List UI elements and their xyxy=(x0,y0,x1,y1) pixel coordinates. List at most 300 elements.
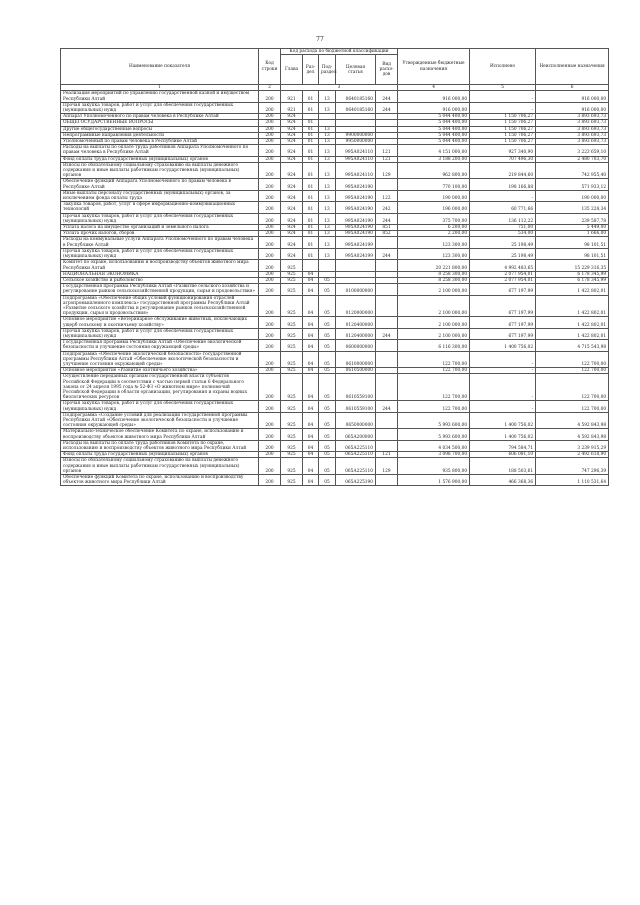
cell-u: 122 700,00 xyxy=(536,351,609,368)
header-num-3: 3 xyxy=(281,85,398,91)
cell-name: Уплата налога на имущество организаций и земельного налога xyxy=(61,225,259,231)
cell-e: 677 197,99 xyxy=(470,317,536,328)
cell-a: 190 000,00 xyxy=(398,190,470,201)
cell-a: 6 116 300,00 xyxy=(398,340,470,351)
header-line-code: Код строки xyxy=(259,49,281,85)
cell-v: 129 xyxy=(376,458,398,475)
cell-e: 25 198,49 xyxy=(470,237,536,248)
cell-r: 01 xyxy=(303,132,319,138)
cell-code: 200 xyxy=(259,458,281,475)
cell-code: 200 xyxy=(259,277,281,283)
cell-name: Материально-техническое обеспечение Комитета по охране, использованию и воспроизводству объектов животного мира Республики Алтай xyxy=(61,429,259,440)
header-name: Наименование показателя xyxy=(61,49,259,85)
cell-e: 466 368,36 xyxy=(470,475,536,486)
cell-v xyxy=(376,429,398,440)
cell-v: 242 xyxy=(376,202,398,213)
cell-g: 921 xyxy=(281,102,303,113)
cell-r: 04 xyxy=(303,401,319,412)
cell-r xyxy=(303,260,319,271)
cell-r: 01 xyxy=(303,179,319,190)
cell-name: Подпрограмма «Обеспечение общих условий функционирования отраслей агропромышленного комплекса» государственной программы Республики Алтай «Развитие сельского хозяйства и регулирование рынков сельскохозяйственной продукции, сырья и продовольствия» xyxy=(61,295,259,317)
cell-r: 04 xyxy=(303,412,319,429)
cell-cs: 0610500000 xyxy=(336,368,376,374)
cell-p: 05 xyxy=(319,368,336,374)
cell-v xyxy=(376,179,398,190)
cell-e: 677 197,99 xyxy=(470,328,536,339)
cell-cs: 995А024190 xyxy=(336,231,376,237)
cell-code: 200 xyxy=(259,91,281,102)
cell-cs: 0120400000 xyxy=(336,328,376,339)
cell-cs: 9950000000 xyxy=(336,139,376,145)
cell-v: 244 xyxy=(376,328,398,339)
cell-name: Прочая закупка товаров, работ и услуг для обеспечения государственных (муниципальных) нужд xyxy=(61,102,259,113)
cell-a: 122 700,00 xyxy=(398,401,470,412)
cell-r: 01 xyxy=(303,162,319,179)
cell-name: Взносы по обязательному социальному страхованию на выплаты денежного содержания и иные выплаты работникам государственных (муниципальных) органов xyxy=(61,458,259,475)
cell-code: 200 xyxy=(259,120,281,126)
cell-a: 2 200,00 xyxy=(398,231,470,237)
cell-p: 13 xyxy=(319,162,336,179)
cell-e: 136 112,22 xyxy=(470,213,536,224)
cell-g: 925 xyxy=(281,368,303,374)
cell-g: 924 xyxy=(281,114,303,120)
cell-code: 200 xyxy=(259,156,281,162)
cell-name: Обеспечение функций Комитета по охране, использованию и воспроизводству объектов животного мира Республики Алтай xyxy=(61,475,259,486)
cell-v: 244 xyxy=(376,91,398,102)
cell-u: 98 101,51 xyxy=(536,237,609,248)
cell-name: Подпрограмма «Обеспечение экологической безопасности» государственной программы Республики Алтай «Обеспечение экологической безопасности и улучшение состояния окружающей среды» xyxy=(61,351,259,368)
cell-u: 1 422 802,01 xyxy=(536,328,609,339)
cell-u: 3 893 693,73 xyxy=(536,139,609,145)
cell-a: 962 800,00 xyxy=(398,162,470,179)
table-row xyxy=(61,179,609,190)
cell-p: 05 xyxy=(319,284,336,295)
cell-r: 01 xyxy=(303,248,319,259)
cell-p: 05 xyxy=(319,295,336,317)
cell-p: 05 xyxy=(319,277,336,283)
cell-e: 927 340,90 xyxy=(470,145,536,156)
cell-cs: 0640185160 xyxy=(336,91,376,102)
cell-a: 3 188 200,00 xyxy=(398,156,470,162)
cell-name: Фонд оплаты труда государственных (муниципальных) органов xyxy=(61,156,259,162)
cell-e: - xyxy=(470,102,536,113)
cell-v: 244 xyxy=(376,102,398,113)
cell-code: 200 xyxy=(259,260,281,271)
cell-name: Иные выплаты персоналу государственных (муниципальных) органов, за исключением фонда оплаты труда xyxy=(61,190,259,201)
cell-r: 04 xyxy=(303,429,319,440)
cell-v: 851 xyxy=(376,225,398,231)
cell-u: 122 700,00 xyxy=(536,374,609,401)
cell-e: 60 771,66 xyxy=(470,202,536,213)
cell-code: 200 xyxy=(259,231,281,237)
cell-u: 122 700,00 xyxy=(536,401,609,412)
cell-g: 925 xyxy=(281,452,303,458)
cell-a: 2 100 000,00 xyxy=(398,284,470,295)
cell-g: 924 xyxy=(281,225,303,231)
table-row xyxy=(61,401,609,412)
table-row xyxy=(61,317,609,328)
cell-u: 135 228,34 xyxy=(536,202,609,213)
header-vid: Вид расхо-дов xyxy=(376,55,398,85)
cell-u: 122 700,00 xyxy=(536,368,609,374)
cell-r: 04 xyxy=(303,271,319,277)
cell-r: 01 xyxy=(303,126,319,132)
cell-v: 852 xyxy=(376,231,398,237)
header-unexecuted: Неисполненные назначения xyxy=(536,49,609,85)
cell-r: 04 xyxy=(303,295,319,317)
cell-a: 6 200,00 xyxy=(398,225,470,231)
table-row xyxy=(61,328,609,339)
cell-e: 707 496,30 xyxy=(470,156,536,162)
cell-g: 924 xyxy=(281,237,303,248)
cell-e: 2 077 954,01 xyxy=(470,277,536,283)
cell-g: 925 xyxy=(281,440,303,451)
cell-a: 122 700,00 xyxy=(398,368,470,374)
cell-p: 05 xyxy=(319,440,336,451)
cell-code: 200 xyxy=(259,317,281,328)
cell-g: 921 xyxy=(281,91,303,102)
table-row xyxy=(61,145,609,156)
cell-p: 05 xyxy=(319,401,336,412)
cell-code: 200 xyxy=(259,132,281,138)
table-row xyxy=(61,202,609,213)
cell-name: Обеспечение функций Аппарата Уполномоченного по правам человека в Республике Алтай xyxy=(61,179,259,190)
cell-g: 924 xyxy=(281,145,303,156)
cell-p: 13 xyxy=(319,231,336,237)
cell-code: 200 xyxy=(259,248,281,259)
cell-p: 13 xyxy=(319,202,336,213)
cell-e: 1 150 706,27 xyxy=(470,132,536,138)
cell-u: 4 715 543,98 xyxy=(536,340,609,351)
cell-v xyxy=(376,295,398,317)
cell-p: 05 xyxy=(319,340,336,351)
cell-v xyxy=(376,440,398,451)
cell-a: 123 300,00 xyxy=(398,248,470,259)
cell-a: 4 151 000,00 xyxy=(398,145,470,156)
header-budget-class: Код расхода по бюджетной классификации xyxy=(281,49,398,55)
cell-g: 925 xyxy=(281,271,303,277)
header-num-4: 4 xyxy=(398,85,470,91)
cell-g: 925 xyxy=(281,475,303,486)
cell-p: 13 xyxy=(319,225,336,231)
cell-v: 121 xyxy=(376,145,398,156)
cell-g: 925 xyxy=(281,340,303,351)
cell-g: 924 xyxy=(281,162,303,179)
cell-cs: 0120400000 xyxy=(336,317,376,328)
cell-a: 2 100 000,00 xyxy=(398,328,470,339)
cell-g: 925 xyxy=(281,328,303,339)
cell-cs: 065А200000 xyxy=(336,429,376,440)
cell-e: 677 197,99 xyxy=(470,284,536,295)
cell-code: 200 xyxy=(259,475,281,486)
cell-code: 200 xyxy=(259,162,281,179)
cell-code: 200 xyxy=(259,351,281,368)
cell-v xyxy=(376,237,398,248)
cell-name: Уполномоченный по правам человека в Республике Алтай xyxy=(61,139,259,145)
cell-e: 534,00 xyxy=(470,231,536,237)
budget-execution-table xyxy=(60,48,609,486)
cell-code: 200 xyxy=(259,139,281,145)
cell-g: 924 xyxy=(281,213,303,224)
table-row xyxy=(61,412,609,429)
cell-v xyxy=(376,351,398,368)
cell-cs: 995А024190 xyxy=(336,179,376,190)
cell-a: 5 044 400,00 xyxy=(398,120,470,126)
cell-a: 5 993 600,00 xyxy=(398,429,470,440)
cell-code: 200 xyxy=(259,412,281,429)
cell-v: 244 xyxy=(376,248,398,259)
cell-v xyxy=(376,412,398,429)
cell-name: Государственная программа Республики Алтай «Обеспечение экологической безопасности и улучшение состояния окружающей среды» xyxy=(61,340,259,351)
cell-cs: 0120000000 xyxy=(336,295,376,317)
cell-cs: 065А225110 xyxy=(336,440,376,451)
cell-code: 200 xyxy=(259,114,281,120)
cell-p: 13 xyxy=(319,179,336,190)
cell-v xyxy=(376,284,398,295)
cell-code: 200 xyxy=(259,271,281,277)
cell-cs: 0600000000 xyxy=(336,340,376,351)
header-num-1: 1 xyxy=(61,85,259,91)
cell-a: 375 700,00 xyxy=(398,213,470,224)
cell-u: 3 893 693,73 xyxy=(536,132,609,138)
cell-u: 2 480 703,70 xyxy=(536,156,609,162)
cell-p: 13 xyxy=(319,139,336,145)
cell-a: 770 100,00 xyxy=(398,179,470,190)
cell-u: 4 592 843,98 xyxy=(536,412,609,429)
cell-code: 200 xyxy=(259,340,281,351)
cell-code: 200 xyxy=(259,284,281,295)
cell-cs: 995А024110 xyxy=(336,162,376,179)
table-row xyxy=(61,190,609,201)
cell-v: 129 xyxy=(376,162,398,179)
cell-g: 925 xyxy=(281,401,303,412)
header-podrazdel: Под-раздел xyxy=(319,55,336,85)
cell-code: 200 xyxy=(259,102,281,113)
cell-r: 01 xyxy=(303,202,319,213)
cell-v: 244 xyxy=(376,401,398,412)
cell-a: 5 044 400,00 xyxy=(398,114,470,120)
cell-e: 794 584,71 xyxy=(470,440,536,451)
cell-g: 925 xyxy=(281,317,303,328)
cell-r: 01 xyxy=(303,145,319,156)
cell-r: 04 xyxy=(303,374,319,401)
cell-u: 1 110 531,64 xyxy=(536,475,609,486)
cell-g: 925 xyxy=(281,295,303,317)
cell-r: 04 xyxy=(303,317,319,328)
cell-e: - xyxy=(470,190,536,201)
cell-cs: 995А024110 xyxy=(336,145,376,156)
cell-name: Прочая закупка товаров, работ и услуг для обеспечения государственных (муниципальных) нужд xyxy=(61,328,259,339)
cell-name: Подпрограмма «Создание условий для реализации государственной программы Республики Алтай «Обеспечение экологической безопасности и улучшение состояния окружающей среды» xyxy=(61,412,259,429)
cell-e: 25 198,49 xyxy=(470,248,536,259)
cell-p: 13 xyxy=(319,132,336,138)
cell-u: 3 239 915,29 xyxy=(536,440,609,451)
cell-code: 200 xyxy=(259,401,281,412)
header-num-5: 5 xyxy=(470,85,536,91)
cell-g: 925 xyxy=(281,458,303,475)
cell-g: 925 xyxy=(281,351,303,368)
cell-p: 13 xyxy=(319,213,336,224)
cell-name: Взносы по обязательному социальному страхованию на выплаты денежного содержания и иные выплаты работникам государственных (муниципальных) органов xyxy=(61,162,259,179)
cell-e: 751,00 xyxy=(470,225,536,231)
table-body xyxy=(61,91,609,486)
cell-a: 2 100 000,00 xyxy=(398,317,470,328)
header-num-6: 6 xyxy=(536,85,609,91)
cell-r: 04 xyxy=(303,458,319,475)
cell-name: Осуществление переданных органам государственной власти субъектов Российской Федерации в соответствии с частью первой статьи 6 Федерального закона от 24 апреля 1995 года № 52-ФЗ «О животном мире» полномочий Российской Федерации в области организации, регулирования и охраны водных биологических ресурсов xyxy=(61,374,259,401)
cell-g: 924 xyxy=(281,248,303,259)
cell-v: 244 xyxy=(376,213,398,224)
cell-a: 8 258 300,00 xyxy=(398,277,470,283)
cell-r: 04 xyxy=(303,351,319,368)
cell-name: Непрограммные направления деятельности xyxy=(61,132,259,138)
table-row xyxy=(61,351,609,368)
cell-code: 200 xyxy=(259,237,281,248)
cell-code: 200 xyxy=(259,374,281,401)
cell-name: Аппарат Уполномоченного по правам человека в Республике Алтай xyxy=(61,114,259,120)
cell-r: 01 xyxy=(303,120,319,126)
cell-cs: 065А225110 xyxy=(336,452,376,458)
cell-e: - xyxy=(470,401,536,412)
cell-code: 200 xyxy=(259,328,281,339)
cell-e: 188 503,61 xyxy=(470,458,536,475)
table-row xyxy=(61,91,609,102)
cell-name: ОБЩЕГОСУДАРСТВЕННЫЕ ВОПРОСЫ xyxy=(61,120,259,126)
cell-cs: 0100000000 xyxy=(336,284,376,295)
cell-g: 925 xyxy=(281,412,303,429)
cell-e: 219 844,60 xyxy=(470,162,536,179)
cell-u: 916 000,00 xyxy=(536,91,609,102)
cell-v xyxy=(376,475,398,486)
cell-a: 2 100 000,00 xyxy=(398,295,470,317)
cell-v: 121 xyxy=(376,156,398,162)
cell-e: - xyxy=(470,351,536,368)
cell-e: 1 150 706,27 xyxy=(470,126,536,132)
cell-r: 04 xyxy=(303,340,319,351)
cell-v: 121 xyxy=(376,452,398,458)
cell-e: 1 150 706,27 xyxy=(470,114,536,120)
cell-code: 200 xyxy=(259,368,281,374)
cell-g: 924 xyxy=(281,231,303,237)
cell-cs: 0610000000 xyxy=(336,351,376,368)
cell-v xyxy=(376,374,398,401)
cell-code: 200 xyxy=(259,190,281,201)
cell-g: 925 xyxy=(281,260,303,271)
cell-cs: 995А024190 xyxy=(336,213,376,224)
cell-code: 200 xyxy=(259,126,281,132)
cell-name: Основное мероприятие «Развитие охотничьего хозяйства» xyxy=(61,368,259,374)
cell-cs: 0610559100 xyxy=(336,374,376,401)
cell-name: Основное мероприятие «Ветеринарное обслуживание животных, исключающих ущерб сельскому и охотничьему хозяйству» xyxy=(61,317,259,328)
cell-u: 3 893 693,73 xyxy=(536,120,609,126)
table-row xyxy=(61,475,609,486)
cell-r: 01 xyxy=(303,139,319,145)
table-row xyxy=(61,237,609,248)
cell-cs: 0640185160 xyxy=(336,102,376,113)
table-row xyxy=(61,102,609,113)
cell-a: 122 700,00 xyxy=(398,351,470,368)
cell-a: 123 300,00 xyxy=(398,237,470,248)
cell-p: 13 xyxy=(319,248,336,259)
cell-p: 13 xyxy=(319,237,336,248)
cell-cs: 995А024199 xyxy=(336,237,376,248)
cell-g: 925 xyxy=(281,374,303,401)
cell-e: - xyxy=(470,374,536,401)
cell-a: 5 044 400,00 xyxy=(398,126,470,132)
cell-code: 200 xyxy=(259,179,281,190)
cell-r: 04 xyxy=(303,452,319,458)
cell-u: 1 422 802,01 xyxy=(536,284,609,295)
cell-r: 04 xyxy=(303,277,319,283)
cell-e: 1 150 706,27 xyxy=(470,139,536,145)
cell-r: 04 xyxy=(303,368,319,374)
table-row xyxy=(61,295,609,317)
cell-u: 4 592 843,98 xyxy=(536,429,609,440)
cell-name: Прочая закупка товаров, работ и услуг для обеспечения государственных (муниципальных) нужд xyxy=(61,401,259,412)
cell-cs: 0610559100 xyxy=(336,401,376,412)
cell-a: 916 000,00 xyxy=(398,102,470,113)
cell-cs: 9900000000 xyxy=(336,132,376,138)
cell-p: 13 xyxy=(319,102,336,113)
cell-a: 8 258 300,00 xyxy=(398,271,470,277)
cell-name: Прочая закупка товаров, работ и услуг для обеспечения государственных (муниципальных) нужд xyxy=(61,213,259,224)
cell-u: 3 893 693,73 xyxy=(536,126,609,132)
cell-v: 122 xyxy=(376,190,398,201)
cell-a: 5 044 400,00 xyxy=(398,132,470,138)
cell-name: Уплата прочих налогов, сборов xyxy=(61,231,259,237)
table-row xyxy=(61,340,609,351)
cell-p: 05 xyxy=(319,429,336,440)
cell-v xyxy=(376,317,398,328)
cell-g: 925 xyxy=(281,429,303,440)
header-approved: Утвержденные бюджетные назначения xyxy=(398,49,470,85)
cell-g: 925 xyxy=(281,277,303,283)
cell-a: 20 221 800,00 xyxy=(398,260,470,271)
cell-cs xyxy=(336,260,376,271)
cell-u: 1 422 802,01 xyxy=(536,317,609,328)
cell-e: 198 166,88 xyxy=(470,179,536,190)
cell-e: 1 150 706,27 xyxy=(470,120,536,126)
cell-name: Сельское хозяйство и рыболовство xyxy=(61,277,259,283)
cell-e: 677 197,99 xyxy=(470,295,536,317)
cell-p: 05 xyxy=(319,317,336,328)
cell-cs: 995А024190 xyxy=(336,190,376,201)
cell-u: 1 666,00 xyxy=(536,231,609,237)
cell-u: 239 587,78 xyxy=(536,213,609,224)
cell-p: 13 xyxy=(319,145,336,156)
cell-u: 1 422 802,01 xyxy=(536,295,609,317)
cell-u: 916 000,00 xyxy=(536,102,609,113)
cell-p: 05 xyxy=(319,374,336,401)
cell-a: 4 034 500,00 xyxy=(398,440,470,451)
cell-r: 04 xyxy=(303,328,319,339)
cell-r: 01 xyxy=(303,156,319,162)
cell-e: 2 077 954,01 xyxy=(470,271,536,277)
table-row xyxy=(61,440,609,451)
cell-p: 13 xyxy=(319,190,336,201)
cell-e: 4 992 483,65 xyxy=(470,260,536,271)
cell-g: 924 xyxy=(281,190,303,201)
cell-u: 571 933,12 xyxy=(536,179,609,190)
cell-code: 200 xyxy=(259,440,281,451)
cell-name: Другие общегосударственные вопросы xyxy=(61,126,259,132)
cell-r: 01 xyxy=(303,102,319,113)
cell-a: 5 993 600,00 xyxy=(398,412,470,429)
cell-r: 04 xyxy=(303,284,319,295)
cell-g: 924 xyxy=(281,156,303,162)
cell-code: 200 xyxy=(259,295,281,317)
cell-name: Расходы на выплаты по оплате труда работников Аппарата Уполномоченного по правам человека в Республике Алтай xyxy=(61,145,259,156)
